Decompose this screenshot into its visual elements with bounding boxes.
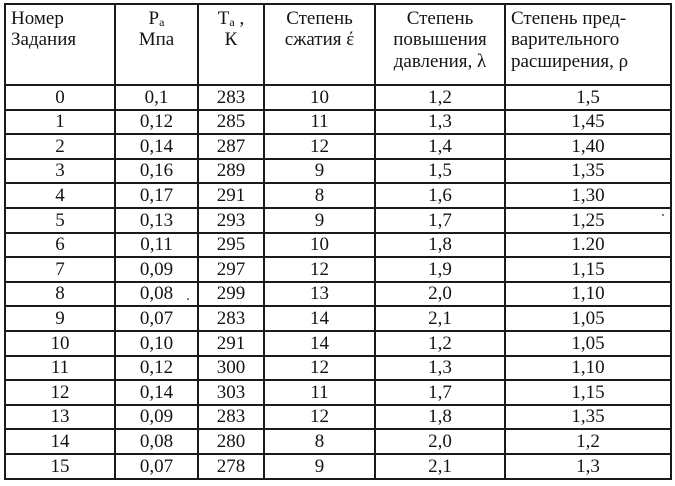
- header-line: сжатия έ: [284, 29, 355, 51]
- cell-pre-expansion-ratio: 1,35: [505, 405, 671, 430]
- cell-pressure-ratio: 2,0: [375, 282, 505, 307]
- cell-task-number: 1: [5, 110, 115, 135]
- header-line: расширения, ρ: [511, 50, 629, 72]
- cell-pre-expansion-ratio: 1,10: [505, 356, 671, 381]
- cell-pressure: 0,1: [115, 85, 198, 110]
- cell-compression-ratio: 12: [264, 405, 375, 430]
- cell-task-number: 5: [5, 208, 115, 233]
- cell-temperature: 297: [198, 257, 264, 282]
- cell-temperature: 293: [198, 208, 264, 233]
- cell-task-number: 12: [5, 380, 115, 405]
- cell-temperature: 283: [198, 405, 264, 430]
- table-row: [5, 380, 671, 405]
- symbol-subscript: a: [229, 15, 235, 29]
- cell-task-number: 2: [5, 134, 115, 159]
- cell-pressure-ratio: 1,5: [375, 159, 505, 184]
- cell-pressure: 0,07: [115, 306, 198, 331]
- cell-task-number: 6: [5, 233, 115, 258]
- cell-pre-expansion-ratio: 1,25: [505, 208, 671, 233]
- cell-pressure: 0,12: [115, 110, 198, 135]
- cell-pressure-ratio: 1,7: [375, 208, 505, 233]
- cell-pre-expansion-ratio: 1,15: [505, 380, 671, 405]
- table-row: [5, 233, 671, 258]
- header-compression-ratio: [264, 4, 375, 85]
- table-row: [5, 183, 671, 208]
- cell-task-number: 15: [5, 454, 115, 479]
- cell-pressure: 0,16: [115, 159, 198, 184]
- cell-pressure-ratio: 1,8: [375, 405, 505, 430]
- cell-task-number: 4: [5, 183, 115, 208]
- symbol-subscript: a: [159, 15, 165, 29]
- cell-task-number: 7: [5, 257, 115, 282]
- cell-pressure: 0,14: [115, 134, 198, 159]
- cell-temperature: 303: [198, 380, 264, 405]
- cell-compression-ratio: 12: [264, 134, 375, 159]
- header-line: повышения: [393, 29, 487, 51]
- cell-task-number: 10: [5, 331, 115, 356]
- cell-pressure-ratio: 1,9: [375, 257, 505, 282]
- cell-compression-ratio: 8: [264, 429, 375, 454]
- cell-pre-expansion-ratio: 1,05: [505, 331, 671, 356]
- cell-compression-ratio: 14: [264, 306, 375, 331]
- header-line: Степень: [286, 8, 353, 29]
- table-row: [5, 405, 671, 430]
- cell-task-number: 11: [5, 356, 115, 381]
- cell-compression-ratio: 9: [264, 208, 375, 233]
- cell-pressure-ratio: 1,2: [375, 331, 505, 356]
- cell-compression-ratio: 8: [264, 183, 375, 208]
- cell-pressure-ratio: 1,8: [375, 233, 505, 258]
- cell-pre-expansion-ratio: 1,30: [505, 183, 671, 208]
- cell-compression-ratio: 10: [264, 233, 375, 258]
- cell-pressure: 0,09: [115, 257, 198, 282]
- scan-speck: [187, 298, 189, 300]
- cell-compression-ratio: 12: [264, 257, 375, 282]
- cell-compression-ratio: 10: [264, 85, 375, 110]
- cell-pressure: 0,14: [115, 380, 198, 405]
- cell-pressure: 0,17: [115, 183, 198, 208]
- cell-pre-expansion-ratio: 1,3: [505, 454, 671, 479]
- cell-task-number: 14: [5, 429, 115, 454]
- scan-speck: [662, 214, 664, 216]
- header-symbol: [116, 8, 197, 29]
- cell-pressure: 0,08: [115, 282, 198, 307]
- header-task-number: [5, 4, 115, 85]
- header-pre-expansion-ratio: [505, 4, 671, 85]
- cell-pressure-ratio: 2,1: [375, 454, 505, 479]
- cell-pre-expansion-ratio: 1,35: [505, 159, 671, 184]
- cell-temperature: 283: [198, 85, 264, 110]
- header-unit: Мпа: [138, 29, 175, 51]
- table-row: [5, 134, 671, 159]
- cell-task-number: 13: [5, 405, 115, 430]
- table-body: [5, 85, 671, 479]
- cell-pre-expansion-ratio: 1,10: [505, 282, 671, 307]
- cell-pressure: 0,09: [115, 405, 198, 430]
- cell-pressure: 0,08: [115, 429, 198, 454]
- table-row: [5, 110, 671, 135]
- cell-pressure-ratio: 1,2: [375, 85, 505, 110]
- cell-pressure-ratio: 1,3: [375, 356, 505, 381]
- cell-temperature: 278: [198, 454, 264, 479]
- cell-pressure-ratio: 1,7: [375, 380, 505, 405]
- header-line: давления, λ: [393, 50, 487, 72]
- cell-pressure: 0,10: [115, 331, 198, 356]
- cell-task-number: 0: [5, 85, 115, 110]
- cell-temperature: 289: [198, 159, 264, 184]
- table-row: [5, 208, 671, 233]
- cell-compression-ratio: 9: [264, 159, 375, 184]
- cell-temperature: 299: [198, 282, 264, 307]
- cell-task-number: 3: [5, 159, 115, 184]
- header-pressure-ratio: [375, 4, 505, 85]
- cell-temperature: 295: [198, 233, 264, 258]
- cell-pressure-ratio: 1,6: [375, 183, 505, 208]
- symbol-letter: T: [217, 8, 230, 29]
- cell-compression-ratio: 11: [264, 110, 375, 135]
- table-row: [5, 356, 671, 381]
- table-row: [5, 159, 671, 184]
- cell-pressure: 0,13: [115, 208, 198, 233]
- cell-compression-ratio: 12: [264, 356, 375, 381]
- cell-pressure-ratio: 2,1: [375, 306, 505, 331]
- parameters-table: [4, 3, 672, 480]
- cell-pressure-ratio: 2,0: [375, 429, 505, 454]
- header-unit: К: [224, 29, 238, 51]
- header-symbol: [199, 8, 263, 29]
- cell-temperature: 300: [198, 356, 264, 381]
- cell-temperature: 291: [198, 331, 264, 356]
- cell-pressure: 0,11: [115, 233, 198, 258]
- header-line: Степень пред-: [511, 8, 627, 29]
- header-line: Задания: [11, 29, 77, 51]
- cell-pre-expansion-ratio: 1,05: [505, 306, 671, 331]
- cell-temperature: 285: [198, 110, 264, 135]
- symbol-letter: P: [148, 8, 160, 29]
- table-row: [5, 331, 671, 356]
- cell-pre-expansion-ratio: 1,15: [505, 257, 671, 282]
- cell-pre-expansion-ratio: 1,2: [505, 429, 671, 454]
- cell-compression-ratio: 14: [264, 331, 375, 356]
- cell-compression-ratio: 13: [264, 282, 375, 307]
- cell-pressure-ratio: 1,4: [375, 134, 505, 159]
- cell-temperature: 283: [198, 306, 264, 331]
- symbol-suffix: ,: [234, 8, 245, 29]
- table-header: [5, 4, 671, 85]
- header-pressure: [115, 4, 198, 85]
- cell-task-number: 8: [5, 282, 115, 307]
- cell-pre-expansion-ratio: 1,5: [505, 85, 671, 110]
- cell-pre-expansion-ratio: 1.20: [505, 233, 671, 258]
- table-row: [5, 282, 671, 307]
- header-line: варительного: [511, 29, 620, 51]
- cell-compression-ratio: 11: [264, 380, 375, 405]
- header-temperature: [198, 4, 264, 85]
- header-line: Номер: [11, 8, 64, 29]
- table-row: [5, 257, 671, 282]
- cell-temperature: 280: [198, 429, 264, 454]
- cell-temperature: 287: [198, 134, 264, 159]
- cell-pressure: 0,07: [115, 454, 198, 479]
- cell-pre-expansion-ratio: 1,40: [505, 134, 671, 159]
- header-row: [5, 4, 671, 85]
- cell-compression-ratio: 9: [264, 454, 375, 479]
- table-row: [5, 306, 671, 331]
- table-row: [5, 429, 671, 454]
- cell-task-number: 9: [5, 306, 115, 331]
- cell-pressure: 0,12: [115, 356, 198, 381]
- table-row: [5, 85, 671, 110]
- header-line: Степень: [406, 8, 474, 29]
- cell-pre-expansion-ratio: 1,45: [505, 110, 671, 135]
- table-row: [5, 454, 671, 479]
- cell-pressure-ratio: 1,3: [375, 110, 505, 135]
- cell-temperature: 291: [198, 183, 264, 208]
